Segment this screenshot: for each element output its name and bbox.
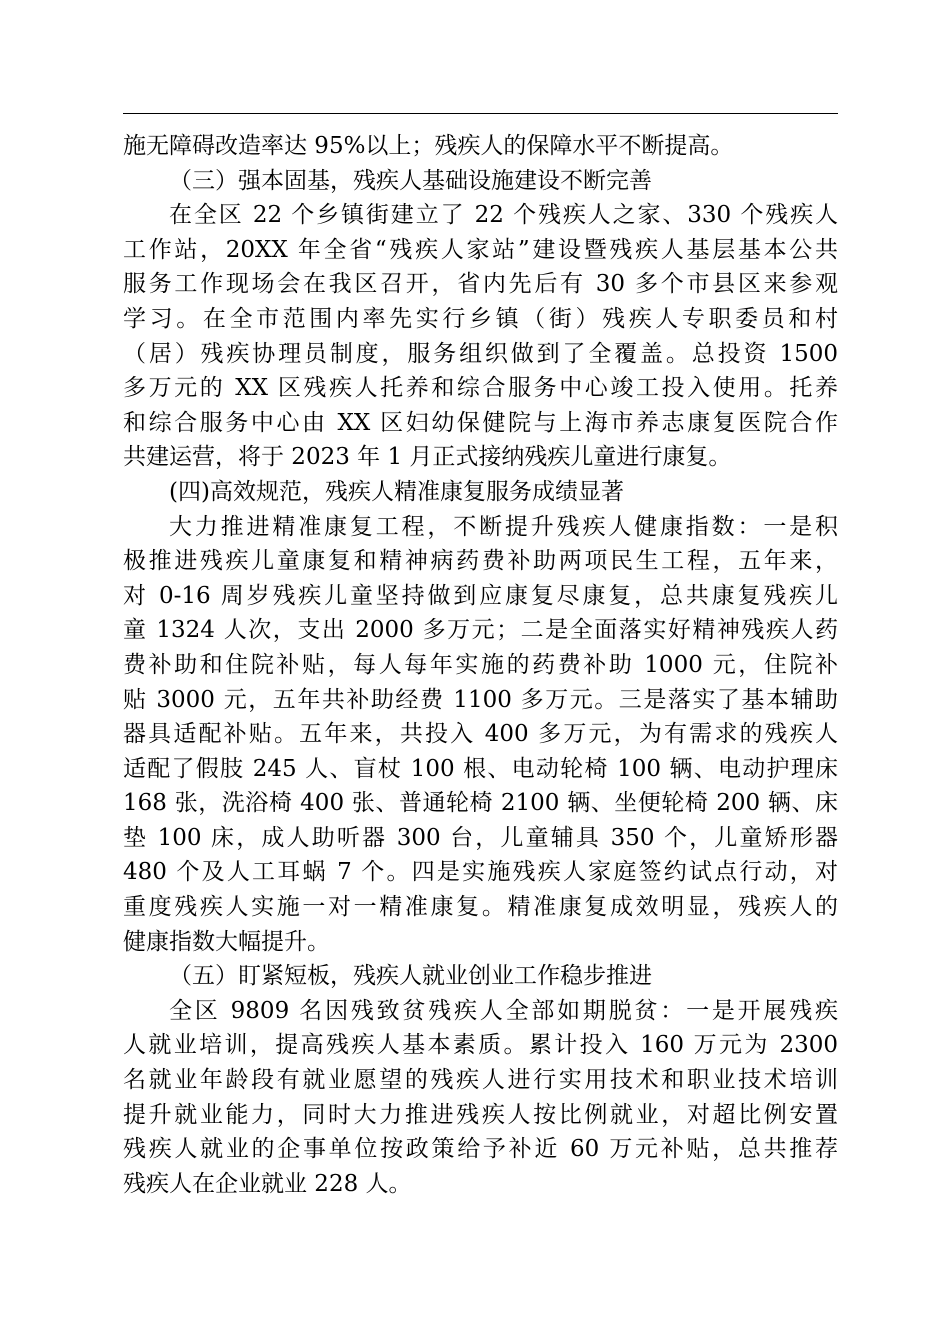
paragraph-line: 和综合服务中心由 XX 区妇幼保健院与上海市养志康复医院合作: [123, 409, 838, 436]
header-rule: [123, 113, 838, 114]
paragraph-line: 168 张，洗浴椅 400 张、普通轮椅 2100 辆、坐便轮椅 200 辆、床: [123, 790, 838, 817]
paragraph-line: 适配了假肢 245 人、盲杖 100 根、电动轮椅 100 辆、电动护理床: [123, 755, 838, 782]
paragraph-line: 器具适配补贴。五年来，共投入 400 多万元，为有需求的残疾人: [123, 721, 838, 748]
paragraph-line: 名就业年龄段有就业愿望的残疾人进行实用技术和职业技术培训: [123, 1067, 838, 1094]
paragraph-line: 垫 100 床，成人助听器 300 台，儿童辅具 350 个，儿童矫形器: [123, 824, 838, 851]
paragraph-line: 重度残疾人实施一对一精准康复。精准康复成效明显，残疾人的: [123, 894, 838, 921]
paragraph-line: 480 个及人工耳蜗 7 个。四是实施残疾人家庭签约试点行动，对: [123, 859, 838, 886]
paragraph-line: 人就业培训，提高残疾人基本素质。累计投入 160 万元为 2300: [123, 1032, 838, 1059]
paragraph-line: （居）残疾协理员制度，服务组织做到了全覆盖。总投资 1500: [123, 340, 838, 367]
paragraph-line: 服务工作现场会在我区召开，省内先后有 30 多个市县区来参观: [123, 271, 838, 298]
section-heading-4: (四)高效规范，残疾人精准康复服务成绩显著: [169, 478, 624, 505]
paragraph-line: 工作站，20XX 年全省“残疾人家站”建设暨残疾人基层基本公共: [123, 236, 838, 263]
paragraph-line: 残疾人就业的企事单位按政策给予补近 60 万元补贴，总共推荐: [123, 1136, 838, 1163]
paragraph-line: 共建运营，将于 2023 年 1 月正式接纳残疾儿童进行康复。: [123, 444, 732, 471]
paragraph-line: 多万元的 XX 区残疾人托养和综合服务中心竣工投入使用。托养: [123, 375, 838, 402]
paragraph-line: 健康指数大幅提升。: [123, 928, 330, 955]
paragraph-line: 贴 3000 元，五年共补助经费 1100 多万元。三是落实了基本辅助: [123, 686, 838, 713]
section-heading-3: （三）强本固基，残疾人基础设施建设不断完善: [169, 167, 652, 194]
section-heading-5: （五）盯紧短板，残疾人就业创业工作稳步推进: [169, 963, 652, 990]
paragraph-line: 提升就业能力，同时大力推进残疾人按比例就业，对超比例安置: [123, 1101, 838, 1128]
paragraph-line: 全区 9809 名因残致贫残疾人全部如期脱贫：一是开展残疾: [169, 997, 838, 1024]
paragraph-line: 费补助和住院补贴，每人每年实施的药费补助 1000 元，住院补: [123, 651, 838, 678]
paragraph-line: 童 1324 人次，支出 2000 多万元；二是全面落实好精神残疾人药: [123, 617, 838, 644]
paragraph-line: 极推进残疾儿童康复和精神病药费补助两项民生工程，五年来，: [123, 548, 838, 575]
paragraph-line: 学习。在全市范围内率先实行乡镇（街）残疾人专职委员和村: [123, 305, 838, 332]
paragraph-line: 大力推进精准康复工程，不断提升残疾人健康指数：一是积: [169, 513, 838, 540]
paragraph-line: 残疾人在企业就业 228 人。: [123, 1170, 412, 1197]
paragraph-line: 在全区 22 个乡镇街建立了 22 个残疾人之家、330 个残疾人: [169, 202, 838, 229]
paragraph-line: 施无障碍改造率达 95%以上；残疾人的保障水平不断提高。: [123, 133, 734, 159]
document-body: [123, 129, 838, 1201]
paragraph-line: 对 0-16 周岁残疾儿童坚持做到应康复尽康复，总共康复残疾儿: [123, 582, 838, 609]
